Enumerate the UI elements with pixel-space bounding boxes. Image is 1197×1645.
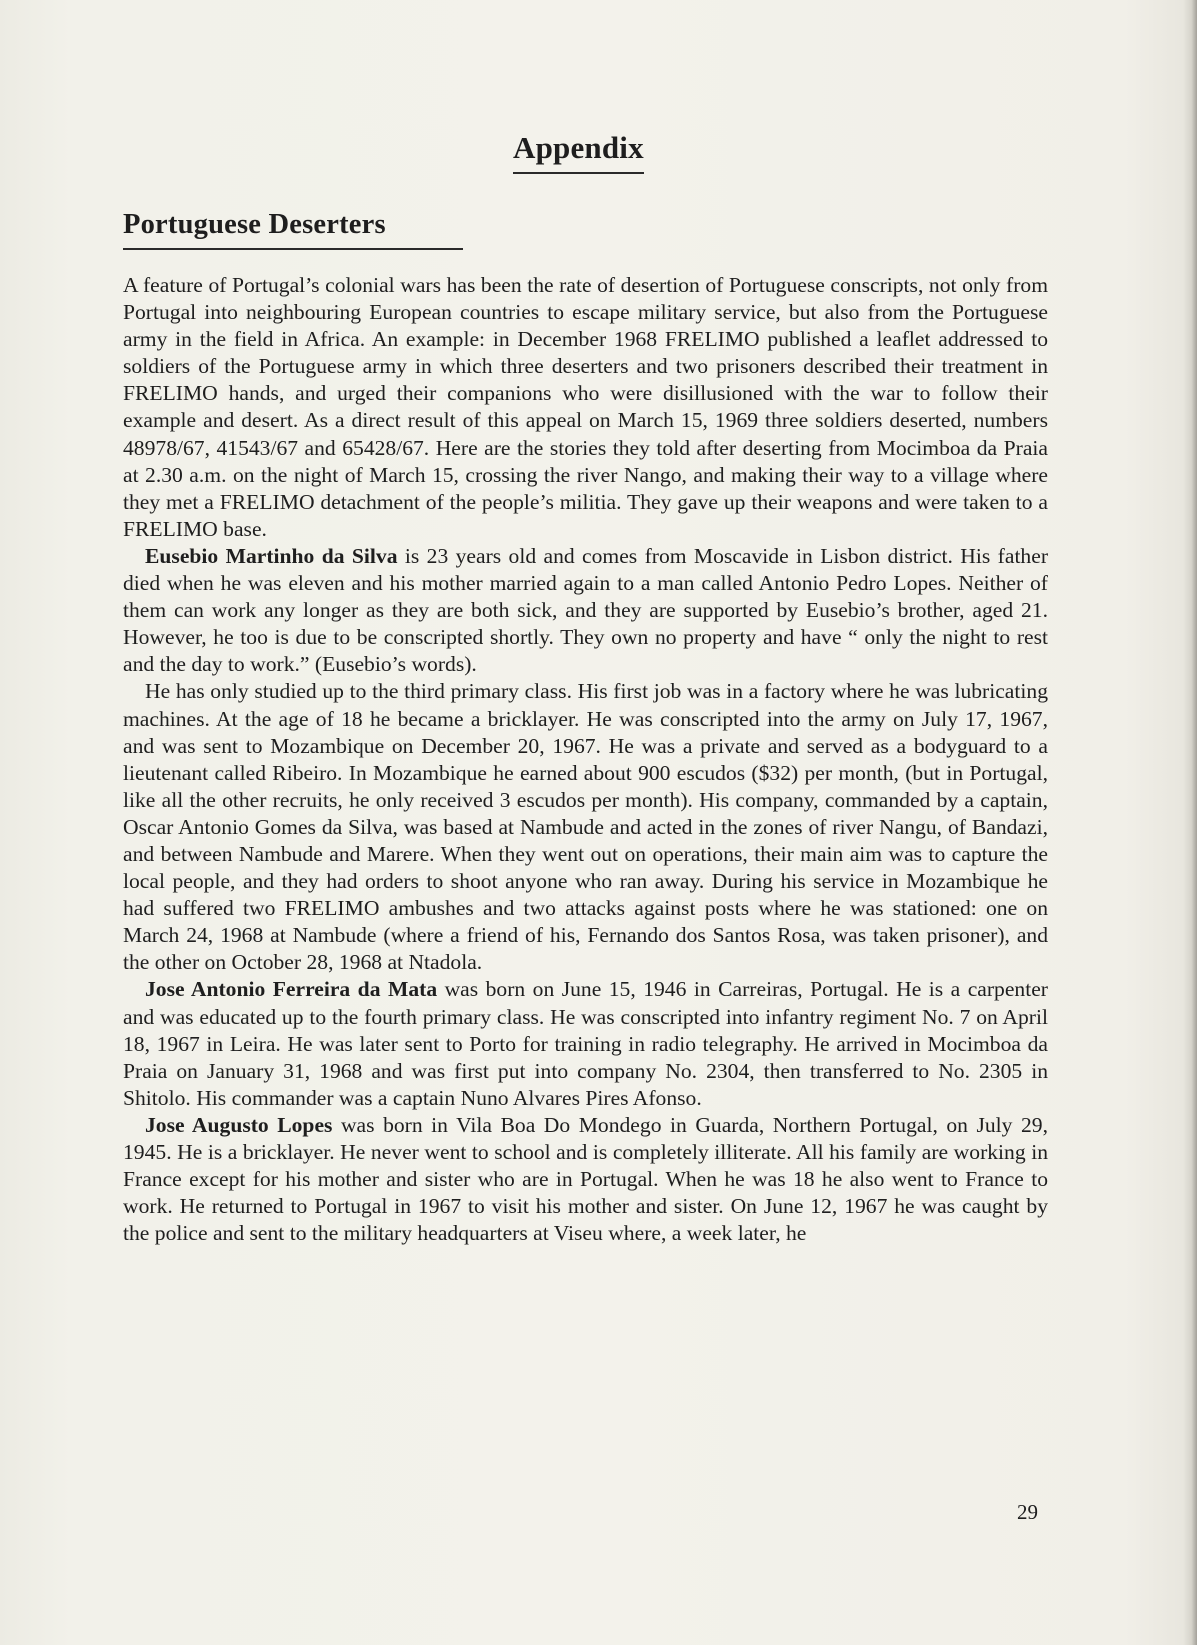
paragraph-eusebio — [123, 543, 1048, 678]
paragraph-lead-name: Eusebio Martinho da Silva — [145, 543, 398, 568]
appendix-title: Appendix — [513, 130, 644, 174]
paragraph-text: He has only studied up to the third primary class. His first job was in a factory where he was lubricating machines. At the age of 18 he became a bricklayer. He was conscripted into the army on July 17, 1967, and was sent to Mozambique on December 20, 1967. He was a private and served as a bodyguard to a lieutenant called Ribeiro. In Mozambique he earned about 900 escudos ($32) per month, (but in Portugal, like all the other recruits, he only received 3 escudos per month). His company, commanded by a captain, Oscar Antonio Gomes da Silva, was based at Nambude and acted in the zones of river Nangu, of Bandazi, and between Nambude and Marere. When they went out on operations, their main aim was to capture the local people, and they had orders to shoot anyone who ran away. During his service in Mozambique he had suffered two FRELIMO ambushes and two attacks against posts where he was stationed: one on March 24, 1968 at Nambude (where a friend of his, Fernando dos Santos Rosa, was taken prisoner), and the other on October 28, 1968 at Ntadola. — [123, 679, 1048, 975]
page-edge-shadow — [1183, 0, 1197, 1645]
section-title: Portuguese Deserters — [123, 208, 463, 250]
paragraph-text: was born in Vila Boa Do Mondego in Guarda, Northern Portugal, on July 29, 1945. He is a bricklayer. He never went to school and is completely illiterate. All his family are working in France except for his mother and sister who are in Portugal. When he was 18 he also went to France to work. He returned to Portugal in 1967 to visit his mother and sister. On June 12, 1967 he was caught by the police and sent to the military headquarters at Viseu where, a week later, he — [123, 1112, 1048, 1246]
paragraph-text: is 23 years old and comes from Moscavide in Lisbon district. His father died when he was eleven and his mother married again to a man called Antonio Pedro Lopes. Neither of them can work any longer as they are both sick, and they are supported by Eusebio’s brother, aged 21. However, he too is due to be conscripted shortly. They own no property and have “ only the night to rest and the day to work.” (Eusebio’s words). — [123, 543, 1049, 677]
body-text — [123, 272, 1048, 1247]
paragraph-lead-name: Jose Augusto Lopes — [145, 1112, 333, 1137]
paragraph-jose-augusto — [123, 1112, 1048, 1247]
paragraph-jose-antonio — [123, 976, 1048, 1111]
paragraph-lead-name: Jose Antonio Ferreira da Mata — [145, 977, 438, 1002]
paragraph-intro — [123, 272, 1048, 543]
paragraph-text: A feature of Portugal’s colonial wars has been the rate of desertion of Portuguese conscripts, not only from Portugal into neighbouring European countries to escape military service, but also from the Portuguese army in the field in Africa. An example: in December 1968 FRELIMO published a leaflet addressed to soldiers of the Portuguese army in which three deserters and two prisoners described their treatment in FRELIMO hands, and urged their companions who were disillusioned with the war to follow their example and desert. As a direct result of this appeal on March 15, 1969 three soldiers deserted, numbers 48978/67, 41543/67 and 65428/67. Here are the stories they told after deserting from Mocimboa da Praia at 2.30 a.m. on the night of March 15, crossing the river Nango, and making their way to a village where they met a FRELIMO detachment of the people’s militia. They gave up their weapons and were taken to a FRELIMO base. — [123, 273, 1048, 541]
paragraph-text: was born on June 15, 1946 in Carreiras, Portugal. He is a carpenter and was educated up to the fourth primary class. He was conscripted into infantry regiment No. 7 on April 18, 1967 in Leira. He was later sent to Porto for training in radio telegraphy. He arrived in Mocimboa da Praia on January 31, 1968 and was first put into company No. 2304, then transferred to No. 2305 in Shitolo. His commander was a captain Nuno Alvares Pires Afonso. — [123, 977, 1049, 1110]
page-number: 29 — [1017, 1500, 1038, 1524]
paragraph-eusebio-service — [123, 678, 1048, 976]
